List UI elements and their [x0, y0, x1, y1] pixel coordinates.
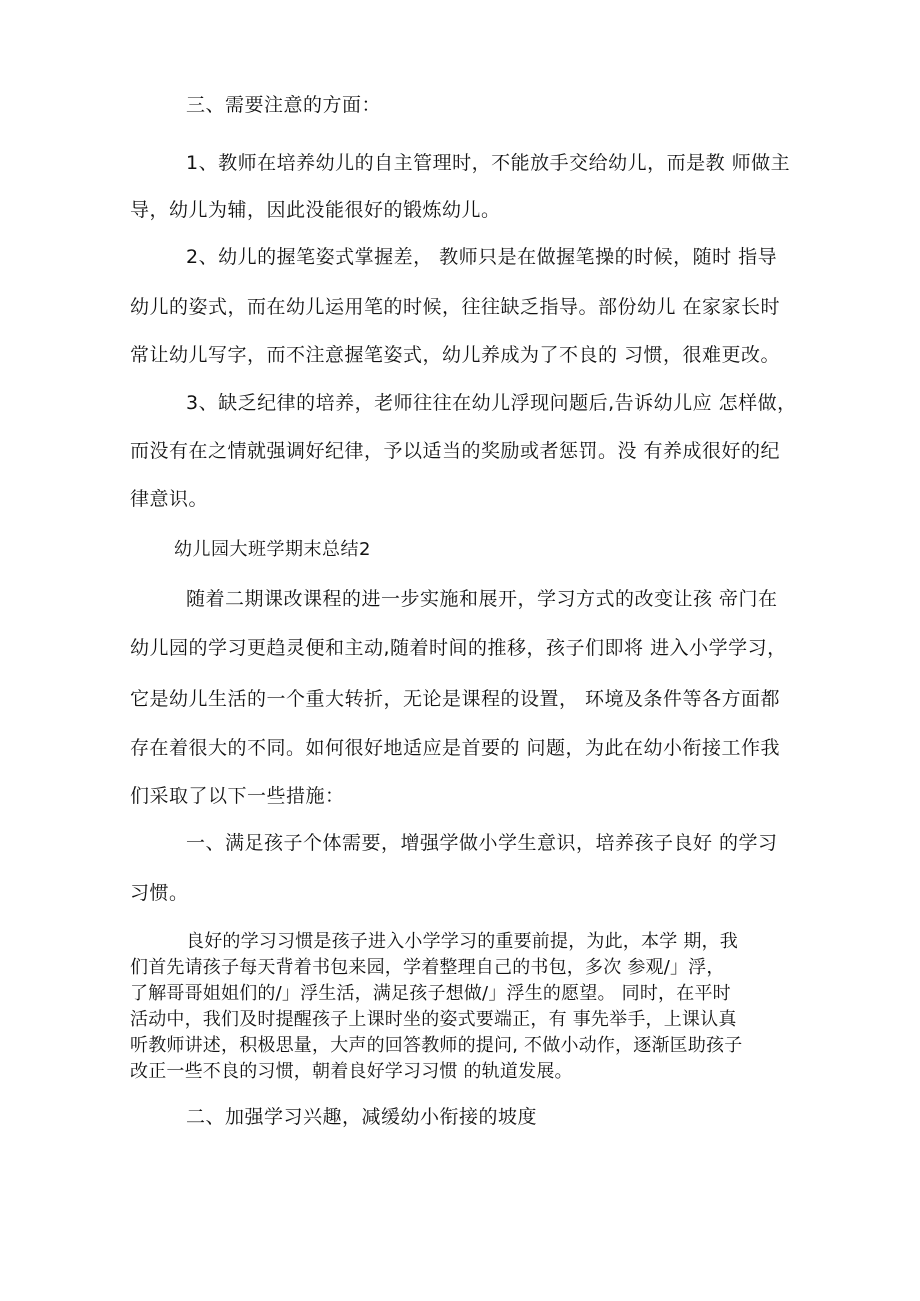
paragraph-line: 它是幼儿生活的一个重大转折，无论是课程的设置， 环境及条件等各方面都 — [130, 688, 781, 710]
paragraph-line: 听教师讲述，积极思量，大声的回答教师的提问, 不做小动作，逐渐匡助孩子 — [130, 1035, 743, 1056]
summary-title: 幼儿园大班学期末总结2 — [174, 539, 371, 560]
paragraph-line: 律意识。 — [130, 488, 209, 510]
paragraph-line: 存在着很大的不同。如何很好地适应是首要的 问题，为此在幼小衔接工作我 — [130, 737, 781, 759]
paragraph-line: 活动中，我们及时提醒孩子上课时坐的姿式要端正，有 事先举手，上课认真 — [130, 1009, 737, 1030]
paragraph-line: 幼儿园的学习更趋灵便和主动,随着时间的推移，孩子们即将 进入小学学习， — [130, 637, 787, 659]
paragraph-line: 3、缺乏纪律的培养，老师往往在幼儿浮现问题后,告诉幼儿应 怎样做， — [186, 392, 797, 414]
paragraph-line: 改正一些不良的习惯，朝着良好学习习惯 的轨道发展。 — [130, 1061, 573, 1082]
paragraph-line: 们采取了以下一些措施： — [130, 785, 345, 807]
paragraph-line: 们首先请孩子每天背着书包来园，学着整理自己的书包，多次 参观/」浮， — [130, 957, 725, 978]
paragraph-line: 2、幼儿的握笔姿式掌握差， 教师只是在做握笔操的时候，随时 指导 — [186, 246, 778, 268]
paragraph-line: 幼儿的姿式，而在幼儿运用笔的时候，往往缺乏指导。部份幼儿 在家家长时 — [130, 296, 781, 318]
section-heading: 二、加强学习兴趣，减缓幼小衔接的坡度 — [186, 1106, 538, 1128]
paragraph-line: 随着二期课改课程的进一步实施和展开，学习方式的改变让孩 帝门在 — [186, 588, 778, 610]
section-heading: 三、需要注意的方面： — [186, 94, 382, 116]
paragraph-line: 而没有在之情就强调好纪律，予以适当的奖励或者惩罚。没 有养成很好的纪 — [130, 440, 781, 462]
paragraph-line: 1、教师在培养幼儿的自主管理时，不能放手交给幼儿，而是教 师做主 — [186, 152, 791, 174]
paragraph-line: 导，幼儿为辅，因此没能很好的锻炼幼儿。 — [130, 199, 501, 221]
section-heading: 习惯。 — [130, 882, 189, 904]
paragraph-line: 了解哥哥姐姐们的/」浮生活，满足孩子想做/」浮生的愿望。 同时，在平时 — [130, 983, 731, 1004]
paragraph-line: 良好的学习习惯是孩子进入小学学习的重要前提，为此，本学 期，我 — [186, 931, 738, 952]
paragraph-line: 常让幼儿写字，而不注意握笔姿式，幼儿养成为了不良的 习惯，很难更改。 — [130, 344, 781, 366]
section-heading: 一、满足孩子个体需要，增强学做小学生意识，培养孩子良好 的学习 — [186, 832, 778, 854]
